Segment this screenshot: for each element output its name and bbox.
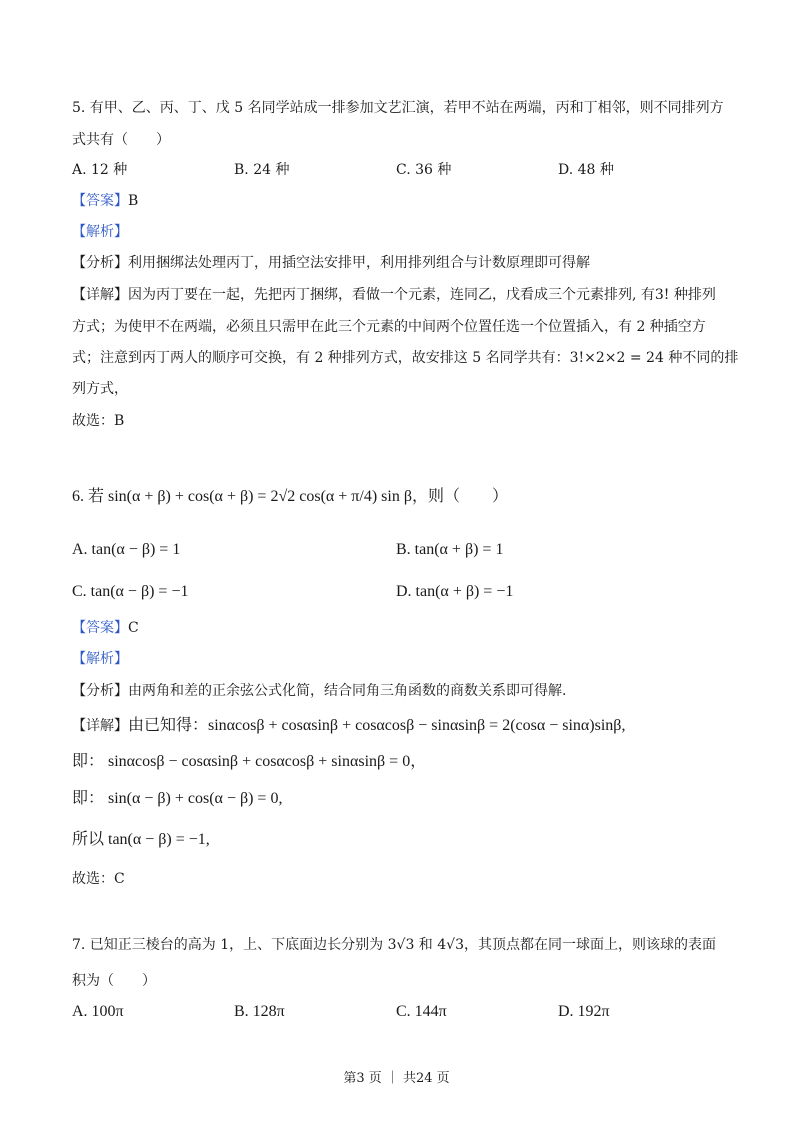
q6-fenxi-tag: 【分析】: [72, 683, 128, 699]
q5-xiangjie-tag: 【详解】: [72, 287, 128, 303]
q7-option-c: C. 144π: [396, 1003, 447, 1020]
q5-answer: B: [128, 193, 139, 209]
q6-answer-line: [72, 617, 722, 639]
q6-xiangjie-line1: [72, 715, 722, 737]
q7-option-d: D. 192π: [558, 1003, 610, 1020]
q6-choose: 故选：C: [72, 871, 125, 887]
q7-option-b: B. 128π: [234, 1003, 285, 1020]
q7-stem-line1: 7. 已知正三棱台的高为 1，上、下底面边长分别为 3√3 和 4√3，其顶点都在同一球面上，则该球的表面: [72, 937, 716, 953]
q6-fenxi: 由两角和差的正余弦公式化简，结合同角三角函数的商数关系即可得解.: [128, 683, 567, 699]
q6-fenxi-line: [72, 680, 722, 702]
q6-answer-tag: 【答案】: [72, 620, 128, 636]
q5-xiangjie-text1: 因为丙丁要在一起，先把丙丁捆绑，看做一个元素，连同乙，戊看成三个元素排列, 有3! 种排列: [128, 287, 716, 303]
q6-step3: 所以 tan(α − β) = −1,: [72, 831, 210, 848]
q5-fenxi-tag: 【分析】: [72, 255, 128, 271]
q5-xiangjie-line2: 方式；为使甲不在两端，必须且只需甲在此三个元素的中间两个位置任选一个位置插入，有 2 种插空方: [72, 319, 706, 335]
q6-stem: 6. 若 sin(α + β) + cos(α + β) = 2√2 cos(α + π/4) sin β，则（ ）: [72, 488, 508, 505]
q6-step1: 即： sinαcosβ − cosαsinβ + cosαcosβ + sinαsinβ = 0，: [72, 753, 427, 770]
q5-option-b: B. 24 种: [234, 162, 290, 178]
q6-xiangjie-text1: 由已知得：sinαcosβ + cosαsinβ + cosαcosβ − sinαsinβ = 2(cosα − sinα)sinβ,: [128, 717, 626, 734]
q5-answer-tag: 【答案】: [72, 193, 128, 209]
q6-option-d: D. tan(α + β) = −1: [396, 583, 514, 600]
q6-option-c: C. tan(α − β) = −1: [72, 583, 189, 600]
q6-jiexi-tag: 【解析】: [72, 651, 128, 667]
q5-stem-line1: 5. 有甲、乙、丙、丁、戊 5 名同学站成一排参加文艺汇演，若甲不站在两端，丙和丁相邻，则不同排列方: [72, 100, 724, 116]
q6-answer: C: [128, 620, 139, 636]
q5-option-c: C. 36 种: [396, 162, 452, 178]
q5-fenxi-line: [72, 252, 722, 274]
q5-jiexi-tag: 【解析】: [72, 224, 128, 240]
q5-choose: 故选：B: [72, 413, 125, 429]
q5-answer-line: [72, 190, 722, 212]
q6-step2: 即： sin(α − β) + cos(α − β) = 0,: [72, 790, 283, 807]
q5-fenxi: 利用捆绑法处理丙丁，用插空法安排甲，利用排列组合与计数原理即可得解: [128, 255, 590, 271]
q6-option-b: B. tan(α + β) = 1: [396, 541, 504, 558]
q7-stem-line2: 积为（ ）: [72, 973, 156, 989]
q5-xiangjie-line3: 式；注意到丙丁两人的顺序可交换，有 2 种排列方式，故安排这 5 名同学共有：3!×2×2 = 24 种不同的排: [72, 350, 739, 366]
q7-option-a: A. 100π: [72, 1003, 124, 1020]
q5-option-a: A. 12 种: [72, 162, 128, 178]
page-footer: 第3 页 ｜ 共24 页: [343, 1071, 450, 1086]
q5-option-d: D. 48 种: [558, 162, 614, 178]
q5-xiangjie-line4: 列方式，: [72, 381, 128, 397]
q5-stem-line2: 式共有（ ）: [72, 132, 170, 148]
q6-option-a: A. tan(α − β) = 1: [72, 541, 181, 558]
q6-xiangjie-tag: 【详解】: [72, 718, 128, 734]
q5-xiangjie-line1: [72, 284, 722, 306]
